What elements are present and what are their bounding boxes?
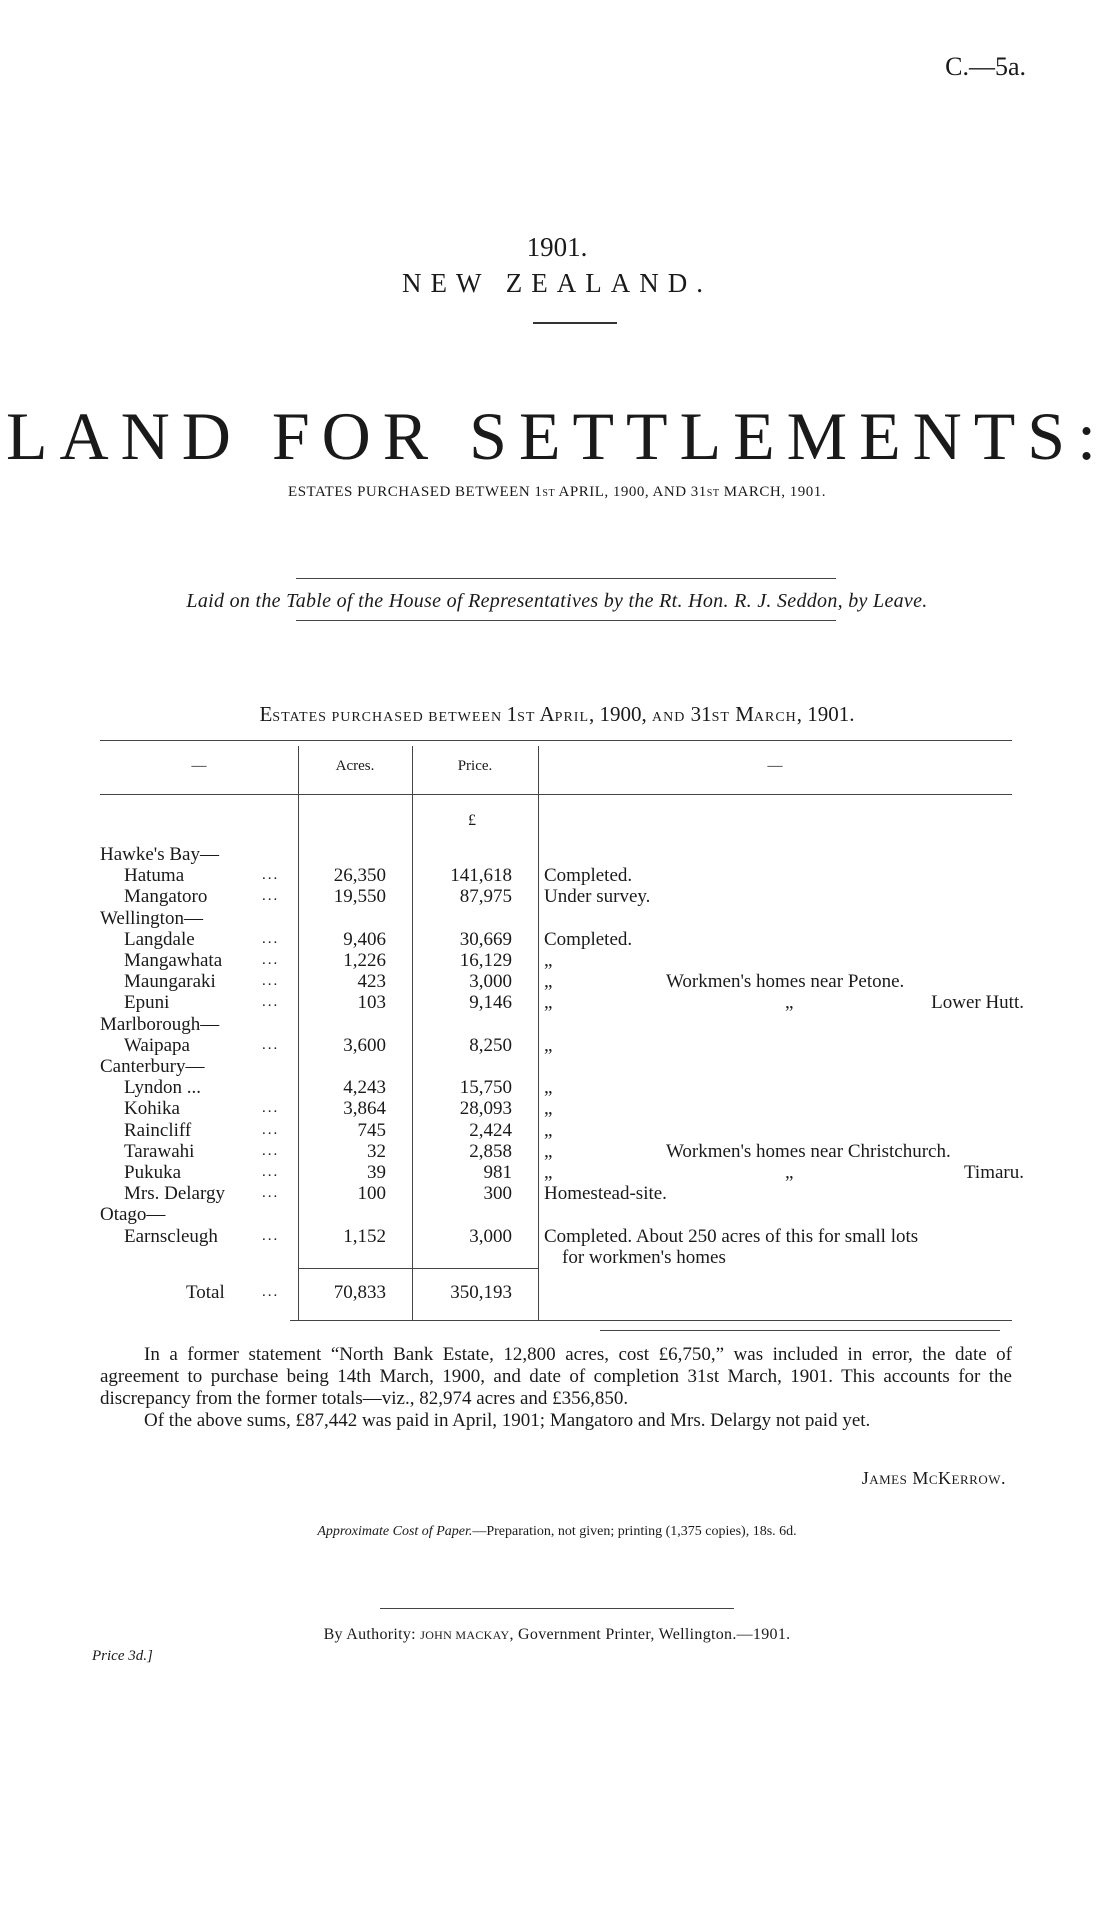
remark-text: „ [544, 1162, 553, 1183]
leader-dots: ... [262, 1100, 280, 1117]
table-row [0, 1035, 1114, 1056]
laid-on-table-note: Laid on the Table of the House of Representatives by the Rt. Hon. R. J. Seddon, by Leave. [186, 590, 928, 612]
price-value: 981 [483, 1162, 512, 1183]
table-row [0, 1077, 1114, 1098]
table-row [0, 1225, 1114, 1268]
estate-name: Raincliff [124, 1119, 192, 1141]
price-value: 2,424 [469, 1119, 512, 1141]
laid-rule-top [296, 578, 836, 579]
estate-name: Earnscleugh [124, 1225, 218, 1247]
table-rule-top [100, 740, 1012, 741]
estate-name: Waipapa [124, 1034, 190, 1056]
leader-dots: ... [262, 867, 280, 884]
price-value: 3,000 [469, 971, 512, 993]
remark-text: „ [544, 950, 553, 971]
price-value: 300 [483, 1183, 512, 1205]
remark-text: Homestead-site. [544, 1183, 667, 1205]
signature: JAMES MCKERROW. [861, 1468, 1006, 1488]
table-rule-bottom [290, 1320, 1012, 1321]
acres-value: 32 [367, 1140, 386, 1162]
remark-location: Lower Hutt. [931, 992, 1024, 1014]
price-value: 28,093 [459, 1098, 512, 1120]
leader-dots: ... [262, 1036, 280, 1053]
total-price: 350,193 [450, 1282, 512, 1303]
ditto-mark: „ [785, 992, 794, 1014]
table-row [0, 886, 1114, 907]
price-value: 30,669 [459, 928, 512, 950]
leader-dots: ... [262, 994, 280, 1011]
country-heading: NEW ZEALAND. [402, 268, 712, 298]
remark-text: Completed. About 250 acres of this for small lots [544, 1225, 919, 1247]
remark-text: „ [544, 1034, 553, 1056]
correction-paragraph: In a former statement “North Bank Estate, 12,800 acres, cost £6,750,” was included in error, the date of agreement to purchase being 14th March, 1900, and date of completion 31st March, 1901. This accounts for the discrepancy from the former totals—viz., 82,974 acres and £356,850. [100, 1344, 1012, 1409]
ditto-mark: „ [785, 1162, 794, 1183]
leader-dots: ... [262, 888, 280, 905]
authority-rule [380, 1608, 734, 1609]
acres-value: 1,226 [343, 950, 386, 971]
acres-value: 39 [367, 1162, 386, 1183]
acres-value: 9,406 [343, 928, 386, 950]
region-name: Hawke's Bay— [100, 844, 219, 865]
total-acres: 70,833 [333, 1282, 386, 1303]
leader-dots: ... [262, 1227, 280, 1244]
leader-dots: ... [262, 952, 280, 968]
table-row [0, 1120, 1114, 1141]
estate-name: Mangawhata [124, 950, 223, 971]
price-value: 8,250 [469, 1034, 512, 1056]
acres-value: 3,864 [343, 1098, 386, 1120]
estate-name: Pukuka [124, 1162, 181, 1183]
estate-name: Tarawahi [124, 1140, 195, 1162]
price-value: 141,618 [450, 865, 512, 887]
table-row [0, 1141, 1114, 1162]
leader-dots: ... [262, 1121, 280, 1138]
remark-text: „ [544, 971, 553, 993]
remark-text: „ [544, 1119, 553, 1141]
region-row [0, 844, 1114, 865]
acres-value: 745 [357, 1119, 386, 1141]
region-name: Wellington— [100, 907, 203, 929]
table-row [0, 992, 1114, 1013]
price-value: 15,750 [459, 1077, 512, 1099]
remark-text: Completed. [544, 865, 633, 887]
estate-name: Lyndon ... [124, 1077, 202, 1099]
region-name: Otago— [100, 1204, 166, 1226]
region-name: Marlborough— [100, 1013, 220, 1035]
leader-dots: ... [262, 1185, 280, 1202]
document-reference: C.—5a. [945, 52, 1026, 81]
remark-text: Completed. [544, 928, 633, 950]
column-header-name: — [191, 758, 207, 774]
price-note: Price 3d.] [92, 1648, 153, 1664]
table-row [0, 1183, 1114, 1204]
region-row [0, 1056, 1114, 1077]
estate-name: Kohika [124, 1098, 180, 1120]
cost-of-paper-note: Approximate Cost of Paper.—Preparation, not given; printing (1,375 copies), 18s. 6d. [317, 1524, 797, 1539]
estate-name: Mangatoro [124, 886, 208, 908]
acres-value: 19,550 [333, 886, 386, 908]
estate-name: Mrs. Delargy [124, 1183, 225, 1205]
year-heading: 1901. [526, 232, 588, 262]
payment-paragraph: Of the above sums, £87,442 was paid in April, 1901; Mangatoro and Mrs. Delargy not paid yet. [144, 1410, 871, 1431]
column-header-remarks: — [767, 758, 783, 774]
remark-location: Timaru. [963, 1162, 1024, 1183]
leader-dots: ... [262, 973, 280, 990]
table-row [0, 1098, 1114, 1119]
acres-value: 100 [357, 1183, 386, 1205]
price-value: 3,000 [469, 1225, 512, 1247]
total-rule [298, 1268, 538, 1269]
region-row [0, 908, 1114, 929]
total-label: Total [186, 1282, 225, 1303]
remark-text: „ [544, 992, 553, 1014]
estate-name: Hatuma [124, 865, 185, 887]
estate-name: Epuni [124, 992, 170, 1014]
column-header-acres: Acres. [335, 758, 375, 774]
region-name: Canterbury— [100, 1056, 205, 1077]
total-row [0, 1282, 1114, 1303]
acres-value: 4,243 [343, 1077, 386, 1099]
remark-text: „ [544, 1140, 553, 1162]
table-row [0, 971, 1114, 992]
printer-authority: By Authority: JOHN MACKAY, Government Printer, Wellington.—1901. [323, 1626, 791, 1643]
acres-value: 26,350 [333, 865, 386, 887]
table-row [0, 865, 1114, 886]
notes-rule [600, 1330, 1000, 1331]
laid-rule-bottom [296, 620, 836, 621]
remark-text: Under survey. [544, 886, 651, 908]
table-caption: ESTATES PURCHASED BETWEEN 1ST APRIL, 1900, AND 31ST MARCH, 1901. [259, 702, 855, 726]
page-title: LAND FOR SETTLEMENTS: [6, 398, 1108, 474]
table-row [0, 1162, 1114, 1183]
table-rule-header [100, 794, 1012, 795]
estate-name: Maungaraki [124, 971, 216, 993]
subtitle: ESTATES PURCHASED BETWEEN 1ST APRIL, 1900, AND 31ST MARCH, 1901. [288, 484, 826, 500]
price-value: 16,129 [459, 950, 512, 971]
acres-value: 1,152 [343, 1225, 386, 1247]
leader-dots: ... [262, 930, 280, 947]
short-divider [533, 322, 617, 324]
acres-value: 103 [357, 992, 386, 1014]
remark-location: Workmen's homes near Christchurch. [666, 1140, 951, 1162]
acres-value: 423 [357, 971, 386, 993]
table-row [0, 929, 1114, 950]
price-value: 9,146 [469, 992, 512, 1014]
leader-dots: ... [262, 1142, 280, 1159]
price-value: 2,858 [469, 1140, 512, 1162]
column-header-price: Price. [457, 758, 493, 774]
estate-name: Langdale [124, 928, 195, 950]
currency-symbol: £ [468, 812, 476, 829]
remark-location: Workmen's homes near Petone. [666, 971, 905, 993]
region-row [0, 1014, 1114, 1035]
remark-text: „ [544, 1098, 553, 1120]
leader-dots: ... [262, 1164, 280, 1180]
price-value: 87,975 [459, 886, 512, 908]
acres-value: 3,600 [343, 1034, 386, 1056]
region-row [0, 1204, 1114, 1225]
table-row [0, 950, 1114, 971]
remark-continuation: for workmen's homes [562, 1246, 726, 1268]
remark-text: „ [544, 1077, 553, 1099]
total-dots: ... [262, 1284, 280, 1300]
